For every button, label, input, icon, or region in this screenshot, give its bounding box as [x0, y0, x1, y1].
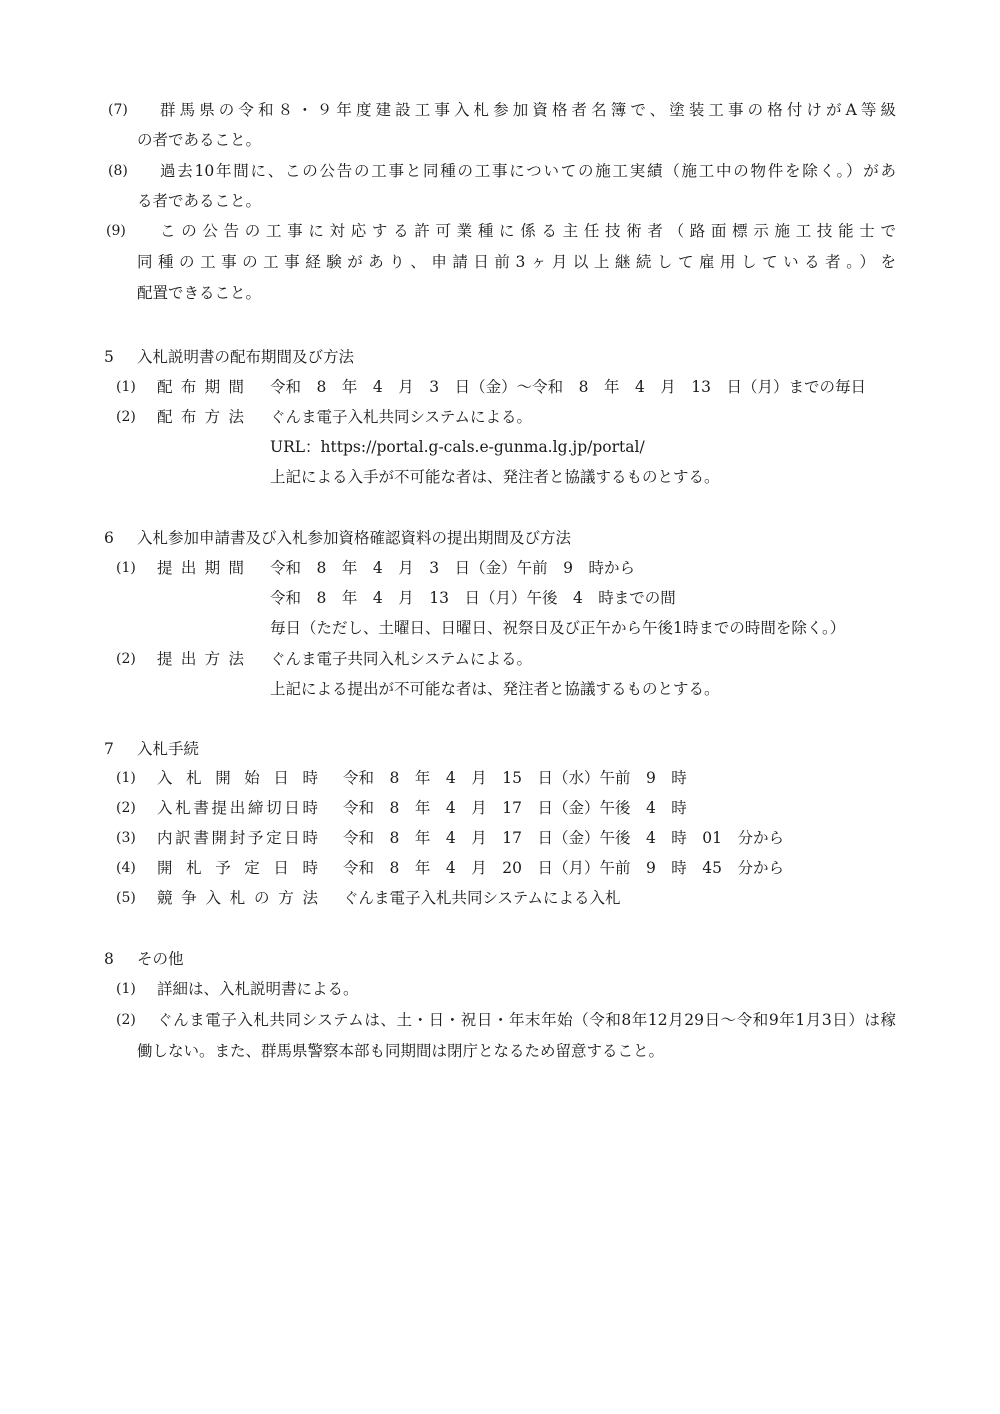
item-value: 令和 8 年 4 月 17 日（金）午後 4 時 [343, 799, 687, 817]
section-heading: 入札手続 [137, 740, 200, 758]
item-number: (1) [116, 770, 136, 786]
qualification-9-line-1: この公告の工事に対応する許可業種に係る主任技術者（路面標示施工技能士で [160, 222, 896, 240]
item-value-continued: 毎日（ただし、土曜日、日曜日、祝祭日及び正午から午後1時までの時間を除く。） [270, 619, 846, 637]
item-label: 開札予定日時 [157, 859, 318, 877]
item-value: ぐんま電子入札共同システムによる。 [270, 408, 532, 426]
item-text: 詳細は、入札説明書による。 [157, 980, 359, 998]
item-number: (2) [116, 409, 136, 425]
item-label: 配布方法 [157, 408, 244, 426]
item-value: ぐんま電子共同入札システムによる。 [270, 650, 532, 668]
item-number: (5) [116, 890, 136, 906]
item-label: 配布期間 [157, 378, 244, 396]
item-number: (7) [108, 102, 128, 118]
other-item-2-line-2: 働しない。また、群馬県警察本部も同期間は閉庁となるため留意すること。 [137, 1042, 665, 1060]
section-heading: 入札参加申請書及び入札参加資格確認資料の提出期間及び方法 [137, 529, 572, 547]
qualification-8-line-2: る者であること。 [137, 192, 262, 210]
item-value: ぐんま電子入札共同システムによる入札 [343, 889, 621, 907]
item-number: (9) [106, 223, 126, 239]
portal-url: URL：https://portal.g-cals.e-gunma.lg.jp/portal/ [270, 438, 645, 456]
qualification-9-line-3: 配置できること。 [137, 284, 262, 302]
item-value: 令和 8 年 4 月 20 日（月）午前 9 時 45 分から [343, 859, 785, 877]
note-text: 上記による入手が不可能な者は、発注者と協議するものとする。 [270, 468, 720, 486]
section-number: 8 [104, 950, 114, 968]
other-item-2-line-1: ぐんま電子入札共同システムは、土・日・祝日・年末年始（令和8年12月29日～令和9年1月3日）は稼 [157, 1011, 896, 1029]
qualification-8-line-1: 過去10年間に、この公告の工事と同種の工事についての施工実績（施工中の物件を除く。）があ [160, 162, 896, 180]
item-label: 内訳書開封予定日時 [157, 829, 318, 847]
item-number: (2) [116, 651, 136, 667]
item-value: 令和 8 年 4 月 15 日（水）午前 9 時 [343, 769, 687, 787]
item-value-continued: 令和 8 年 4 月 13 日（月）午後 4 時までの間 [270, 589, 676, 607]
section-number: 5 [104, 348, 114, 366]
item-value: 令和 8 年 4 月 3 日（金）～令和 8 年 4 月 13 日（月）までの毎日 [270, 378, 867, 396]
item-number: (3) [116, 830, 136, 846]
item-label: 提出方法 [157, 650, 244, 668]
item-value: 令和 8 年 4 月 3 日（金）午前 9 時から [270, 559, 635, 577]
item-number: (1) [116, 560, 136, 576]
qualification-9-line-2: 同種の工事の工事経験があり、申請日前3ヶ月以上継続して雇用している者。）を [137, 253, 896, 271]
qualification-7-line-1: 群馬県の令和８・９年度建設工事入札参加資格者名簿で、塗装工事の格付けがA等級 [160, 101, 896, 119]
item-number: (4) [116, 860, 136, 876]
qualification-7-line-2: の者であること。 [137, 131, 262, 149]
item-number: (1) [116, 379, 136, 395]
item-label: 入札開始日時 [157, 769, 318, 787]
item-number: (8) [108, 163, 128, 179]
section-number: 7 [104, 740, 114, 758]
item-label: 入札書提出締切日時 [157, 799, 318, 817]
item-label: 提出期間 [157, 559, 244, 577]
note-text: 上記による提出が不可能な者は、発注者と協議するものとする。 [270, 680, 720, 698]
item-number: (2) [116, 800, 136, 816]
section-heading: 入札説明書の配布期間及び方法 [137, 348, 355, 366]
item-value: 令和 8 年 4 月 17 日（金）午後 4 時 01 分から [343, 829, 785, 847]
item-number: (1) [116, 981, 136, 997]
section-heading: その他 [137, 950, 184, 968]
item-number: (2) [116, 1012, 136, 1028]
section-number: 6 [104, 529, 114, 547]
item-label: 競争入札の方法 [157, 889, 318, 907]
